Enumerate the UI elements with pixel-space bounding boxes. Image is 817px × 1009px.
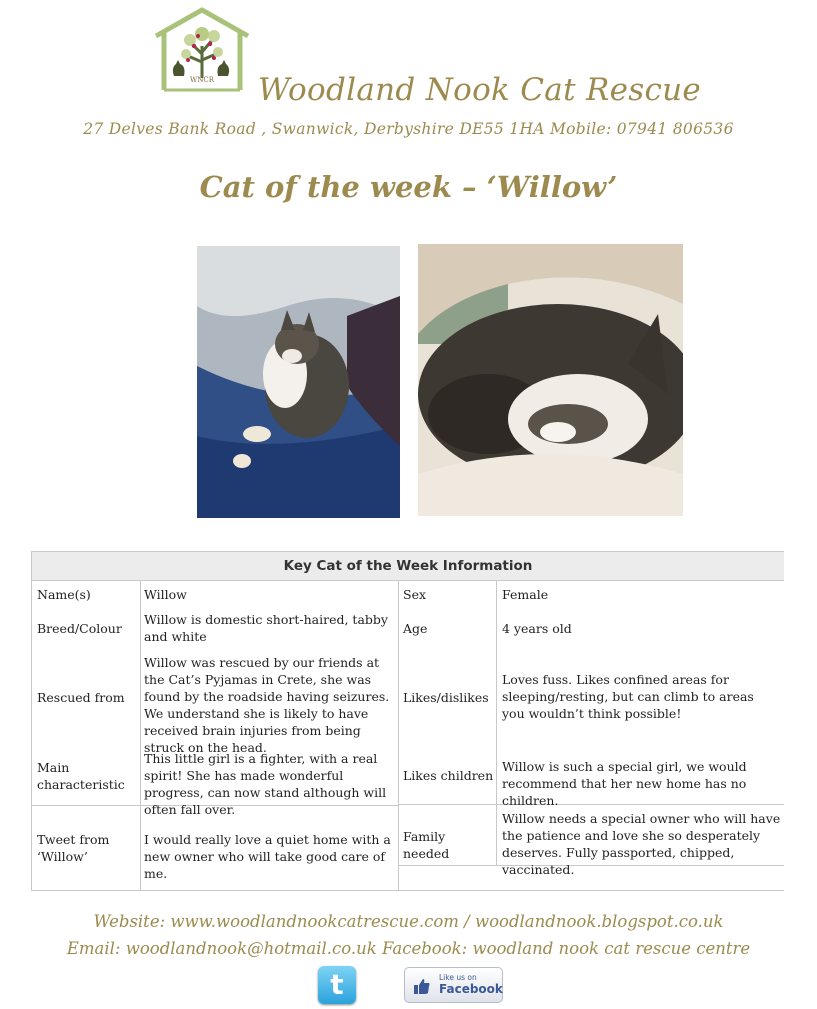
- value-family: Willow needs a special owner who will have the patience and love she so desperately deserves. Fully passported, chipped, vaccinated.: [502, 811, 781, 877]
- label-children: Likes children: [403, 768, 494, 783]
- value-sex: Female: [502, 587, 549, 602]
- label-rescued: Rescued from: [37, 690, 125, 705]
- label-family: Family needed: [403, 829, 450, 861]
- facebook-like-button[interactable]: [404, 967, 503, 1003]
- value-likes: Loves fuss. Likes confined areas for sleeping/resting, but can climb to areas you wouldn’t think possible!: [502, 672, 754, 721]
- facebook-small-text: Like us on: [439, 973, 477, 982]
- address: 27 Delves Bank Road , Swanwick, Derbyshire DE55 1HA Mobile: 07941 806536: [83, 120, 734, 138]
- label-characteristic: Main characteristic: [37, 760, 125, 792]
- label-breed: Breed/Colour: [37, 621, 122, 636]
- info-table: [31, 551, 784, 891]
- logo: [152, 6, 252, 92]
- label-sex: Sex: [403, 587, 427, 602]
- label-tweet: Tweet from ‘Willow’: [37, 832, 110, 864]
- twitter-icon[interactable]: t: [318, 966, 356, 1004]
- photo-willow-sleeping: [418, 244, 683, 516]
- value-children: Willow is such a special girl, we would recommend that her new home has no children.: [502, 759, 747, 808]
- facebook-big-text: Facebook: [439, 982, 503, 996]
- label-likes: Likes/dislikes: [403, 690, 489, 705]
- value-characteristic: This little girl is a fighter, with a real spirit! She has made wonderful progress, can now stand although will often fall over.: [144, 751, 387, 817]
- value-names: Willow: [144, 587, 187, 602]
- photo-willow-sitting: [197, 246, 400, 518]
- value-breed: Willow is domestic short-haired, tabby and white: [144, 612, 388, 644]
- thumbs-up-icon: [413, 977, 431, 995]
- value-age: 4 years old: [502, 621, 572, 636]
- footer-website[interactable]: Website: www.woodlandnookcatrescue.com / woodlandnook.blogspot.co.uk: [93, 912, 724, 931]
- org-name: Woodland Nook Cat Rescue: [258, 72, 702, 108]
- headline: Cat of the week – ‘Willow’: [199, 170, 618, 204]
- label-age: Age: [403, 621, 428, 636]
- footer-contact[interactable]: Email: woodlandnook@hotmail.co.uk Facebook: woodland nook cat rescue centre: [66, 939, 751, 958]
- value-rescued: Willow was rescued by our friends at the Cat’s Pyjamas in Crete, she was found by the roadside having seizures. We understand she is likely to have received brain injuries from being struck on the head.: [144, 655, 390, 755]
- logo-text: WNCR: [190, 76, 214, 84]
- value-tweet: I would really love a quiet home with a new owner who will take good care of me.: [144, 832, 391, 881]
- label-names: Name(s): [37, 587, 91, 602]
- table-title: Key Cat of the Week Information: [32, 552, 784, 581]
